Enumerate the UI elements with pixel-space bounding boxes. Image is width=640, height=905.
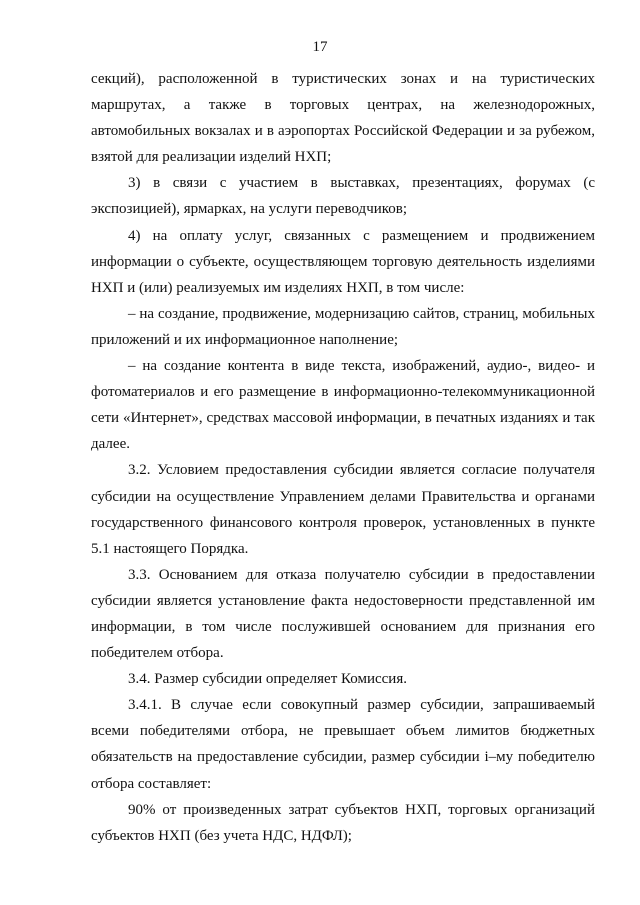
- paragraph-continuation: секций), расположенной в туристических зонах и на туристических маршрутах, а также в торговых центрах, на железнодорожных, автомобильных вокзалах и в аэропортах Российской Федерации и за рубежом, взятой для реализации изделий НХП;: [91, 71, 595, 166]
- paragraph-item-3: 3) в связи с участием в выставках, презентациях, форумах (с экспозицией), ярмарках, на услуги переводчиков;: [91, 175, 595, 218]
- paragraph-clause-3-4-1: 3.4.1. В случае если совокупный размер субсидии, запрашиваемый всеми победителями отбора, не превышает объем лимитов бюджетных обязательств на предоставление субсидии, размер субсидии i–му победителю отбора составляет:: [91, 697, 595, 792]
- document-body: [91, 66, 595, 849]
- paragraph-percent-rule: 90% от произведенных затрат субъектов НХП, торговых организаций субъектов НХП (без учета НДС, НДФЛ);: [91, 801, 595, 844]
- paragraph-dash-item-1: – на создание, продвижение, модернизацию сайтов, страниц, мобильных приложений и их информационное наполнение;: [91, 305, 595, 348]
- paragraph-item-4: 4) на оплату услуг, связанных с размещением и продвижением информации о субъекте, осуществляющем торговую деятельность изделиями НХП и (или) реализуемых им изделиях НХП, в том числе:: [91, 227, 595, 296]
- paragraph-clause-3-3: 3.3. Основанием для отказа получателю субсидии в предоставлении субсидии является установление факта недостоверности представленной им информации, в том числе послужившей основанием для признания его победителем отбора.: [91, 566, 595, 662]
- paragraph-clause-3-4: 3.4. Размер субсидии определяет Комиссия.: [128, 671, 407, 688]
- page-number: 17: [312, 39, 328, 55]
- paragraph-clause-3-2: 3.2. Условием предоставления субсидии является согласие получателя субсидии на осуществление Управлением делами Правительства и органами государственного финансового контроля проверок, установленных в пункте 5.1 настоящего Порядка.: [91, 462, 595, 557]
- paragraph-dash-item-2: – на создание контента в виде текста, изображений, аудио-, видео- и фотоматериалов и его размещение в информационно-телекоммуникационной сети «Интернет», средствах массовой информации, в печатных изданиях и так далее.: [91, 358, 595, 453]
